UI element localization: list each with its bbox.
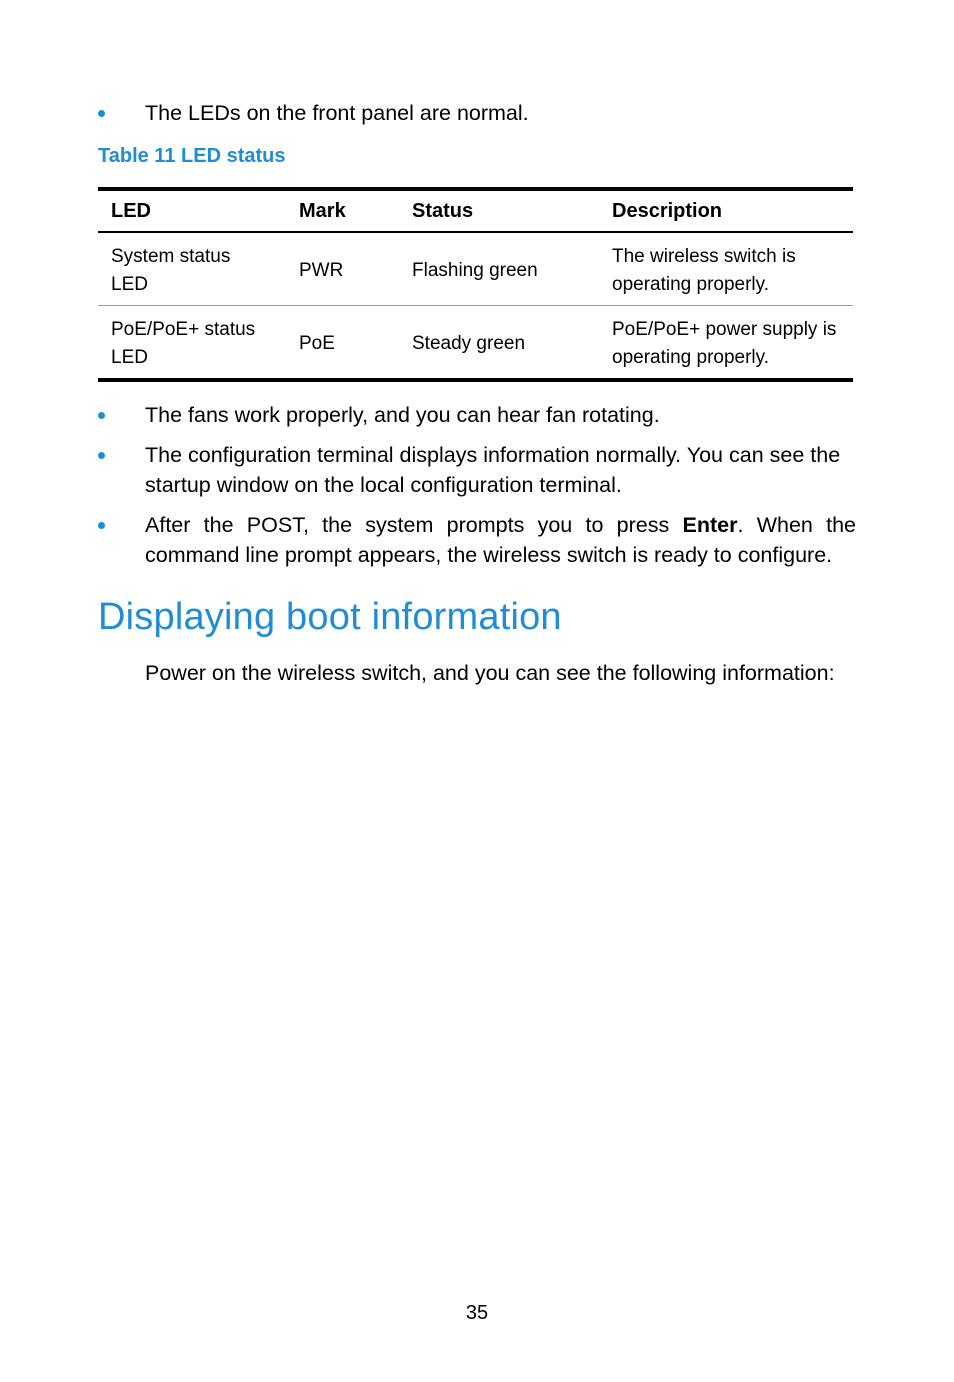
bullet-dot-icon [98,110,105,117]
body-paragraph: Power on the wireless switch, and you can see the following information: [145,661,835,685]
header-status: Status [412,199,474,222]
bullet-list-top [98,98,856,138]
list-item [98,400,856,430]
cell-led-line2: LED [111,274,148,295]
list-item [98,510,856,570]
cell-mark: PWR [299,260,344,281]
cell-led-line1: PoE/PoE+ status [111,319,256,340]
cell-desc-line2: operating properly. [612,274,770,295]
bullet-dot-icon [98,452,105,459]
cell-status: Flashing green [412,260,538,281]
enter-key-label: Enter [682,513,738,537]
cell-led [98,232,286,306]
list-item [98,98,856,128]
cell-description [599,306,853,381]
cell-mark: PoE [299,333,335,354]
cell-desc-line1: The wireless switch is [612,246,796,267]
cell-description [599,232,853,306]
bullet-text: The configuration terminal displays information normally. You can see the startup window on the local configuration terminal. [145,443,841,497]
page-number: 35 [465,1302,489,1324]
cell-status: Steady green [412,333,526,354]
section-heading: Displaying boot information [98,596,562,638]
table-header-row [98,189,853,232]
list-item [98,440,856,500]
header-description: Description [612,199,723,222]
bullet-dot-icon [98,522,105,529]
bullet-list-mid [98,400,856,580]
table-row [98,232,853,306]
table-row [98,306,853,381]
cell-led [98,306,286,381]
header-led: LED [111,199,151,222]
bullet-text: The fans work properly, and you can hear fan rotating. [145,403,660,427]
cell-desc-line2: operating properly. [612,347,770,368]
table-caption: Table 11 LED status [98,145,286,167]
cell-led-line2: LED [111,347,148,368]
cell-led-line1: System status [111,246,231,267]
led-status-table [98,187,853,382]
bullet-dot-icon [98,412,105,419]
bullet-text-after: . When the command line prompt appears, the wireless switch is ready to configure. [145,513,856,567]
bullet-text: The LEDs on the front panel are normal. [145,101,529,125]
cell-desc-line1: PoE/PoE+ power supply is [612,319,837,340]
header-mark: Mark [299,199,346,222]
bullet-text-before: After the POST, the system prompts you to press [145,513,683,537]
